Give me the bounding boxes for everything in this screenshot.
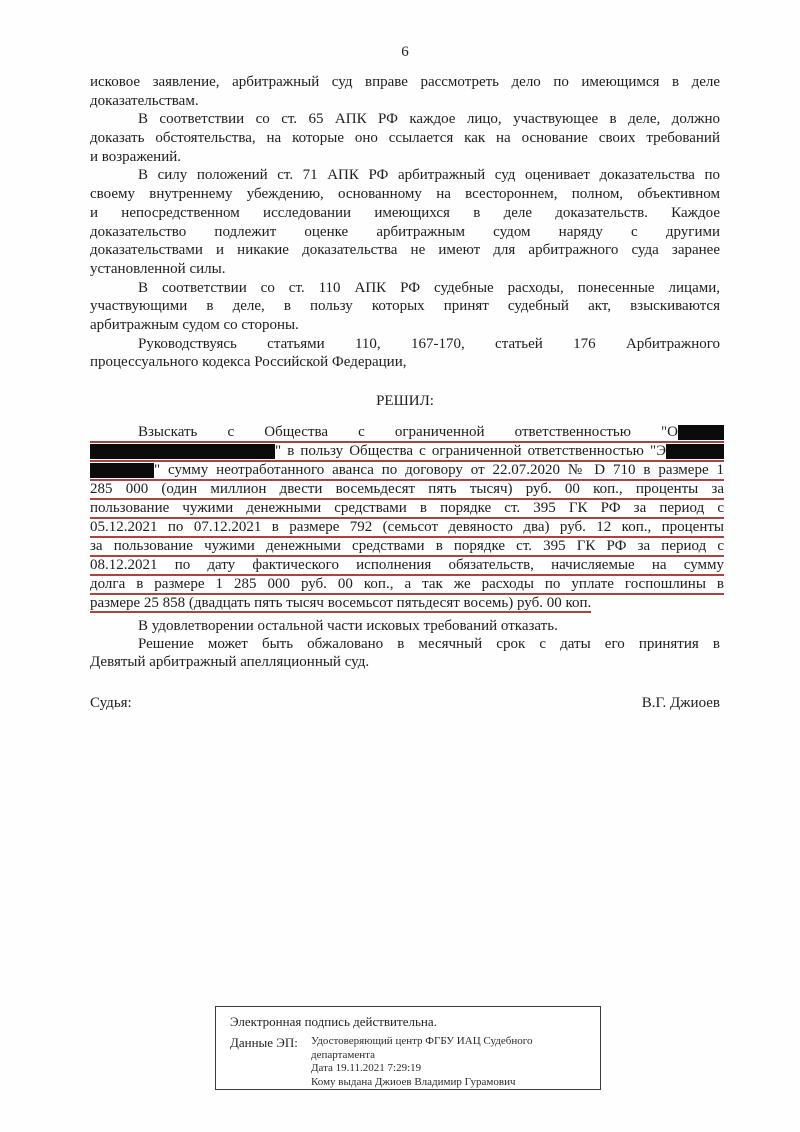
stamp-date: Дата 19.11.2021 7:29:19: [311, 1062, 422, 1074]
resolution-text: 05.12.2021 по 07.12.2021 в размере 792 (семьсот девяносто два) руб. 12 коп., проценты: [90, 519, 724, 535]
body-line: установленной силы.: [90, 260, 226, 277]
signature-row: [90, 695, 720, 712]
body-line: своему внутреннему убеждению, основанному на всестороннем, полном, объективном: [90, 186, 720, 203]
page-number: 6: [401, 44, 409, 60]
body-line: В силу положений ст. 71 АПК РФ арбитражный суд оценивает доказательства по: [138, 167, 720, 184]
stamp-details-row: [230, 1035, 600, 1089]
judge-name: В.Г. Джиоев: [641, 695, 720, 711]
body-line: арбитражным судом со стороны.: [90, 316, 299, 333]
resolution-line: [90, 462, 724, 481]
resolution-line: [90, 424, 724, 443]
body-text-block: [90, 73, 720, 372]
stamp-label: Данные ЭП:: [230, 1035, 298, 1050]
body-line: В соответствии со ст. 110 АПК РФ судебные расходы, понесенные лицами,: [138, 279, 720, 296]
resolution-line: [90, 500, 724, 519]
electronic-signature-stamp: [215, 1006, 601, 1090]
body-line: процессуального кодекса Российской Федерации,: [90, 354, 407, 371]
resolution-line: [90, 481, 724, 500]
resolution-block: [90, 424, 724, 612]
stamp-values: [311, 1035, 561, 1089]
resolution-text: 285 000 (один миллион двести восемьдесят пять тысяч) руб. 00 коп., проценты за: [90, 481, 724, 497]
judge-label: Судья:: [90, 695, 132, 711]
resolution-text: Взыскать с Общества с ограниченной ответственностью "О: [138, 424, 678, 440]
resolution-line: [90, 557, 724, 576]
resolution-line: [90, 538, 724, 557]
resolution-text: долга в размере 1 285 000 руб. 00 коп., а так же расходы по уплате госпошлины в: [90, 576, 724, 592]
redaction-box: [666, 444, 724, 459]
stamp-title: Электронная подпись действительна.: [230, 1014, 437, 1029]
resolution-text: размере 25 858 (двадцать пять тысяч восемьсот пятьдесят восемь) руб. 00 коп.: [90, 595, 592, 611]
resolution-text: 08.12.2021 по дату фактического исполнения обязательств, начисляемые на сумму: [90, 557, 724, 573]
closing-text-block: [90, 617, 720, 671]
resolution-line: [90, 595, 724, 612]
redaction-box: [678, 425, 724, 440]
resolution-line: [90, 576, 724, 595]
body-line: доказательствам.: [90, 92, 199, 109]
redaction-box: [90, 463, 154, 478]
body-line: участвующими в деле, в пользу которых принят судебный акт, взыскиваются: [90, 298, 720, 315]
body-line: В соответствии со ст. 65 АПК РФ каждое лицо, участвующее в деле, должно: [138, 111, 720, 128]
closing-line: Девятый арбитражный апелляционный суд.: [90, 654, 370, 670]
body-line: и возражений.: [90, 148, 181, 165]
closing-line: В удовлетворении остальной части исковых требований отказать.: [138, 618, 558, 634]
redaction-box: [90, 444, 275, 459]
stamp-issued-to: Кому выдана Джиоев Владимир Гурамович: [311, 1075, 516, 1088]
body-line: доказательствами и никакие доказательства не имеют для арбитражного суда заранее: [90, 242, 720, 259]
closing-line: Решение может быть обжаловано в месячный срок с даты его принятия в: [138, 636, 720, 652]
resolution-text: за пользование чужими денежными средствами в порядке ст. 395 ГК РФ за период с: [90, 538, 724, 554]
resolution-heading: РЕШИЛ:: [376, 393, 434, 409]
resolution-text: " сумму неотработанного аванса по договору от 22.07.2020 № D 710 в размере 1: [154, 462, 724, 478]
body-line: Руководствуясь статьями 110, 167-170, статьей 176 Арбитражного: [138, 335, 720, 352]
resolution-line: [90, 519, 724, 538]
body-line: и непосредственном исследовании имеющихся в деле доказательств. Каждое: [90, 204, 720, 221]
body-line: доказательство подлежит оценке арбитражным судом наряду с другими: [90, 223, 720, 240]
resolution-text: " в пользу Общества с ограниченной ответственностью "Э: [275, 443, 666, 459]
resolution-text: пользование чужими денежными средствами в порядке ст. 395 ГК РФ за период с: [90, 500, 724, 516]
resolution-line: [90, 443, 724, 462]
body-line: доказать обстоятельства, на которые оно ссылается как на основание своих требований: [90, 130, 720, 147]
body-line: исковое заявление, арбитражный суд вправе рассмотреть дело по имеющимся в деле: [90, 74, 720, 90]
stamp-authority: Удостоверяющий центр ФГБУ ИАЦ Судебного департамента: [311, 1035, 533, 1061]
